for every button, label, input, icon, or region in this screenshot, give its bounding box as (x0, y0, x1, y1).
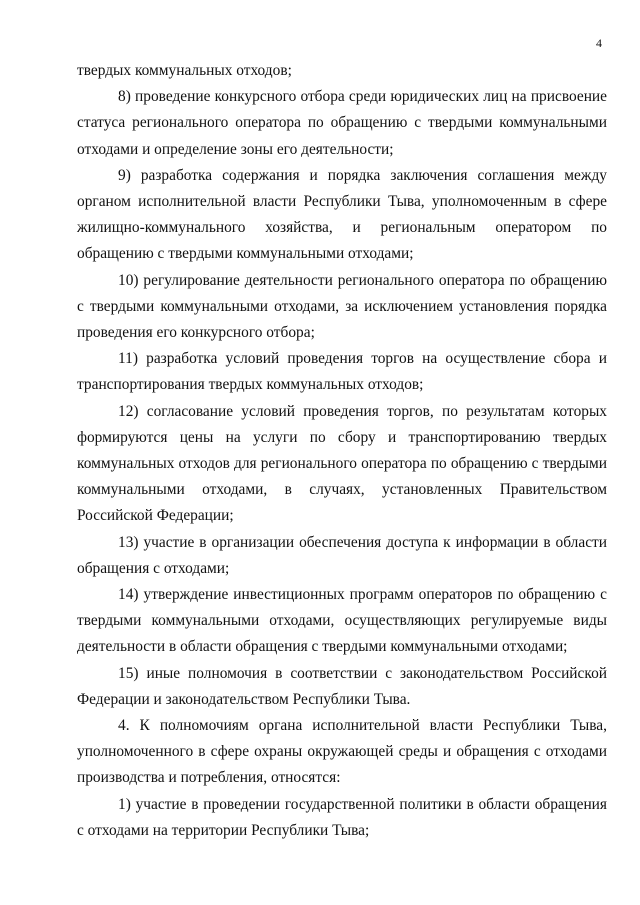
paragraph-item-8: 8) проведение конкурсного отбора среди юридических лиц на присвоение статуса регионального оператора по обращению с твердыми коммунальными отходами и определение зоны его деятельности; (77, 88, 607, 158)
paragraph-item-14: 14) утверждение инвестиционных программ операторов по обращению с твердыми коммунальными отходами, осуществляющих регулируемые виды деятельности в области обращения с твердыми коммунальными отходами; (77, 586, 607, 656)
paragraph-section-4-item-1: 1) участие в проведении государственной политики в области обращения с отходами на территории Республики Тыва; (77, 795, 607, 839)
document-body (77, 58, 607, 844)
paragraph-item-13: 13) участие в организации обеспечения доступа к информации в области обращения с отходами; (77, 533, 607, 577)
page-number: 4 (596, 36, 602, 50)
paragraph-item-9: 9) разработка содержания и порядка заключения соглашения между органом исполнительной власти Республики Тыва, уполномоченным в сфере жилищно-коммунального хозяйства, и региональным оператором по обращению с твердыми коммунальными отходами; (77, 166, 607, 263)
paragraph-continuation: твердых коммунальных отходов; (77, 62, 292, 79)
paragraph-item-10: 10) регулирование деятельности регионального оператора по обращению с твердыми коммунальными отходами, за исключением установления порядка проведения его конкурсного отбора; (77, 271, 607, 342)
paragraph-item-11: 11) разработка условий проведения торгов на осуществление сбора и транспортирования твердых коммунальных отходов; (77, 350, 607, 394)
paragraph-item-15: 15) иные полномочия в соответствии с законодательством Российской Федерации и законодательством Республики Тыва. (77, 664, 607, 708)
paragraph-section-4: 4. К полномочиям органа исполнительной власти Республики Тыва, уполномоченного в сфере охраны окружающей среды и обращения с отходами производства и потребления, относятся: (77, 717, 607, 787)
paragraph-item-12: 12) согласование условий проведения торгов, по результатам которых формируются цены на услуги по сбору и транспортированию твердых коммунальных отходов для регионального оператора по обращению с твердыми коммунальными отходами, в случаях, установленных Правительством Российской Федерации; (77, 402, 607, 525)
